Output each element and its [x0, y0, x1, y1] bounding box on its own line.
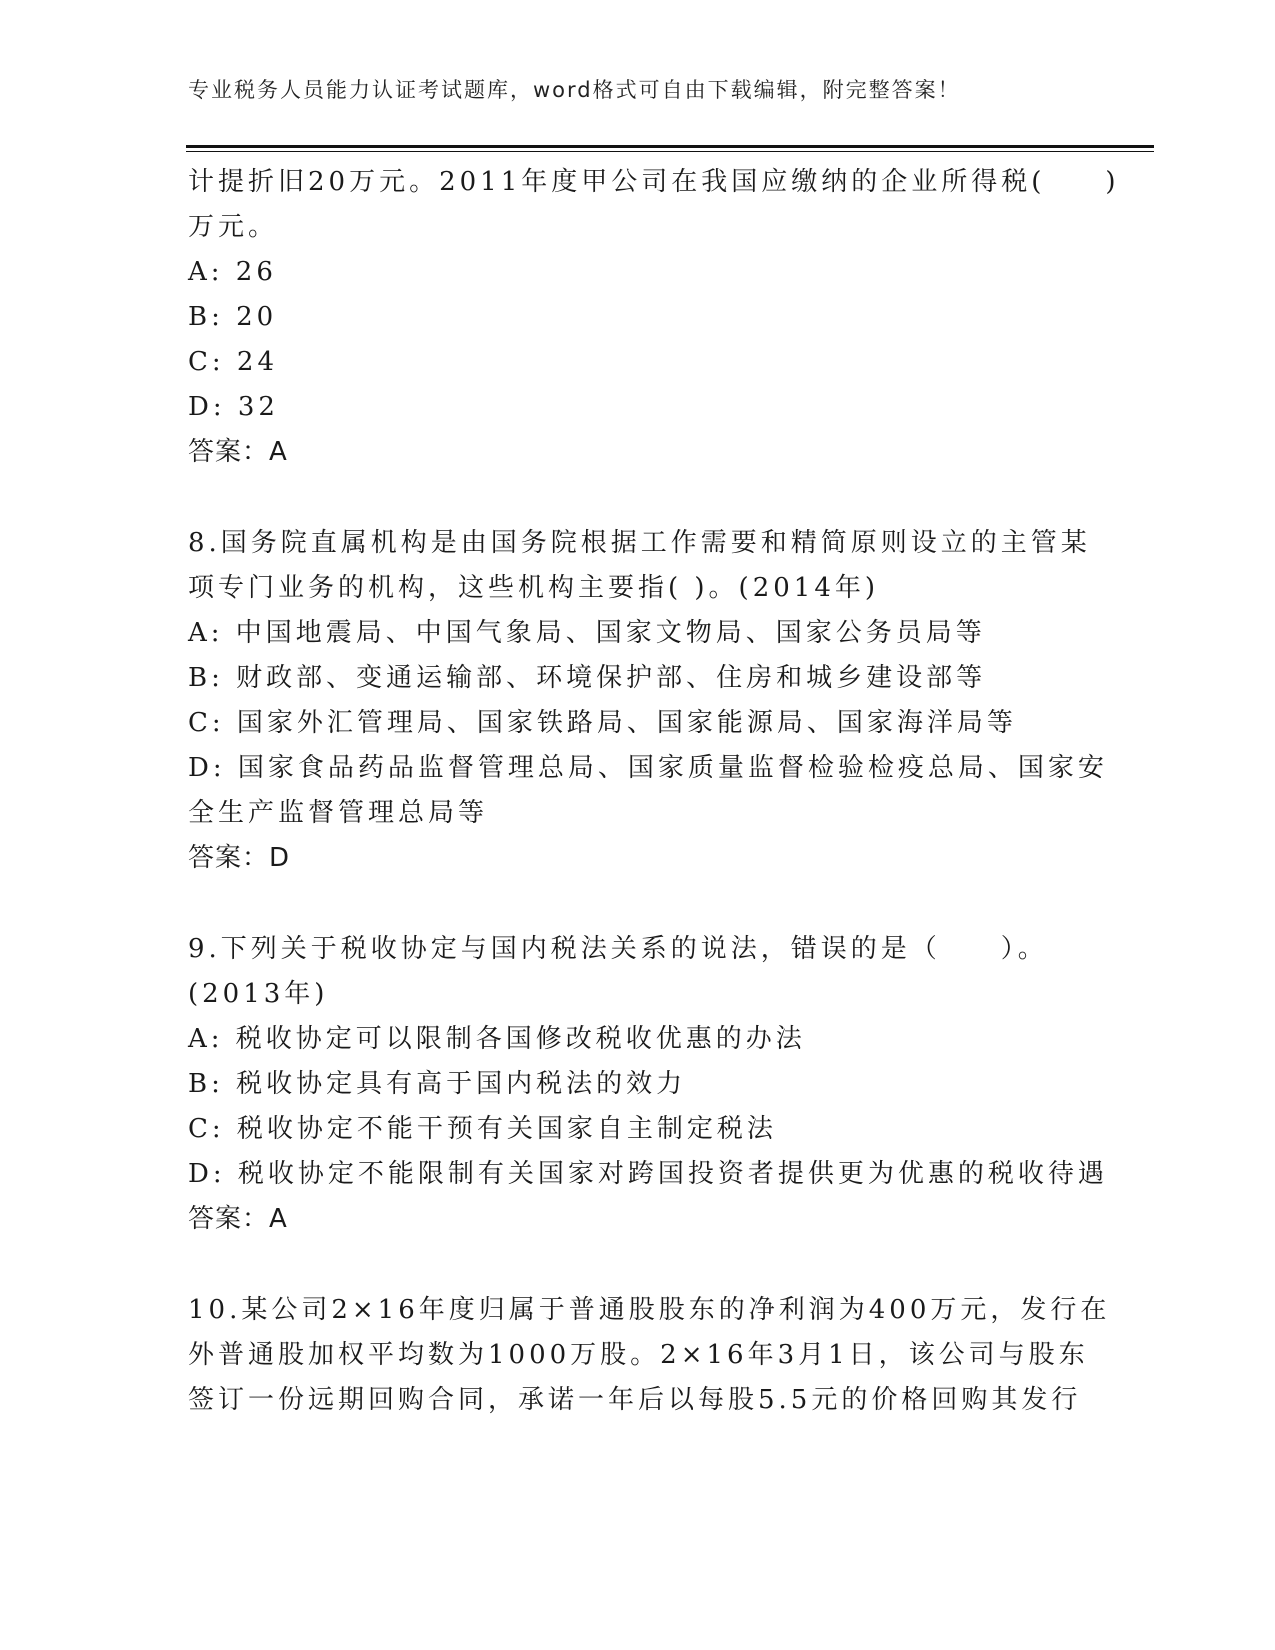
- spacer: [188, 475, 1088, 521]
- question-stem-line: 项专门业务的机构，这些机构主要指( )。(2014年): [188, 573, 880, 603]
- option-d: D: 税收协定不能限制有关国家对跨国投资者提供更为优惠的税收待遇: [188, 1159, 1108, 1189]
- answer-line: 答案：A: [188, 1204, 288, 1234]
- page-header: 专业税务人员能力认证考试题库，word格式可自由下载编辑，附完整答案！: [188, 78, 961, 102]
- header-rule-thin: [186, 151, 1154, 152]
- option-c: C: 国家外汇管理局、国家铁路局、国家能源局、国家海洋局等: [188, 708, 1017, 738]
- option-b: B: 税收协定具有高于国内税法的效力: [188, 1069, 687, 1099]
- question-stem-line: 9.下列关于税收协定与国内税法关系的说法，错误的是（ ）。: [188, 934, 1048, 964]
- document-body: [188, 160, 1120, 1423]
- option-d-continued: 全生产监督管理总局等: [188, 798, 489, 828]
- question-stem-line: 外普通股加权平均数为1000万股。2×16年3月1日，该公司与股东: [188, 1340, 1089, 1370]
- question-stem-line: 计提折旧20万元。2011年度甲公司在我国应缴纳的企业所得税( ): [188, 167, 1120, 197]
- option-b: B: 财政部、变通运输部、环境保护部、住房和城乡建设部等: [188, 663, 987, 693]
- question-stem-line: 10.某公司2×16年度归属于普通股股东的净利润为400万元，发行在: [188, 1295, 1111, 1325]
- question-stem-line: 万元。: [188, 212, 279, 242]
- question-7: [188, 160, 1120, 475]
- answer-line: 答案：A: [188, 437, 288, 467]
- question-stem-line: (2013年): [188, 979, 329, 1009]
- option-a: A: 中国地震局、中国气象局、国家文物局、国家公务员局等: [188, 618, 986, 648]
- question-stem-line: 签订一份远期回购合同，承诺一年后以每股5.5元的价格回购其发行: [188, 1385, 1082, 1415]
- option-d: D: 32: [188, 392, 279, 422]
- question-8: [188, 521, 1108, 881]
- question-9: [188, 927, 1108, 1242]
- spacer: [188, 881, 1088, 927]
- option-b: B: 20: [188, 302, 278, 332]
- question-stem-line: 8.国务院直属机构是由国务院根据工作需要和精简原则设立的主管某: [188, 528, 1091, 558]
- answer-line: 答案：D: [188, 843, 291, 873]
- header-rule: [186, 145, 1154, 148]
- option-c: C: 税收协定不能干预有关国家自主制定税法: [188, 1114, 777, 1144]
- question-10: [188, 1288, 1111, 1423]
- option-d: D: 国家食品药品监督管理总局、国家质量监督检验检疫总局、国家安: [188, 753, 1108, 783]
- option-a: A: 税收协定可以限制各国修改税收优惠的办法: [188, 1024, 806, 1054]
- option-a: A: 26: [188, 257, 277, 287]
- option-c: C: 24: [188, 347, 279, 377]
- spacer: [188, 1242, 1088, 1288]
